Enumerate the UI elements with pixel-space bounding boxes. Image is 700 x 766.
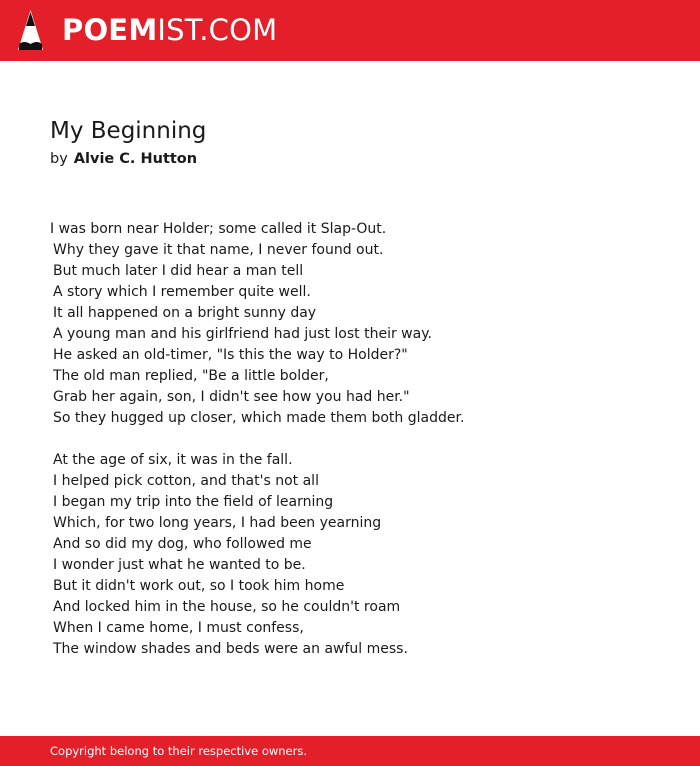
poem-line: The window shades and beds were an awful mess.: [53, 641, 408, 657]
copyright-notice: Copyright belong to their respective owners.: [50, 744, 308, 758]
brand-bold: POEM: [62, 13, 158, 47]
poem-line: Which, for two long years, I had been yearning: [53, 515, 382, 531]
poem-body: [50, 219, 670, 681]
poem-line: He asked an old-timer, "Is this the way to Holder?": [53, 347, 408, 363]
poem-line: A story which I remember quite well.: [53, 284, 311, 300]
site-logo-text[interactable]: [62, 10, 277, 50]
poem-line: I wonder just what he wanted to be.: [53, 557, 306, 573]
site-header: [0, 0, 700, 61]
stanza: [50, 450, 670, 660]
poem-line: And locked him in the house, so he couldn't roam: [53, 599, 401, 615]
poem-title: My Beginning: [50, 118, 207, 144]
poem-line: It all happened on a bright sunny day: [53, 305, 317, 321]
byline: [50, 149, 197, 169]
stanza: [50, 219, 670, 429]
poem-line: Why they gave it that name, I never found out.: [53, 242, 384, 258]
pencil-tip-icon[interactable]: [18, 10, 43, 52]
by-label: by: [50, 151, 68, 167]
author-name: Alvie C. Hutton: [73, 151, 198, 167]
brand-light: IST.COM: [157, 13, 278, 47]
poem-line: But it didn't work out, so I took him home: [53, 578, 345, 594]
poem-line: And so did my dog, who followed me: [53, 536, 312, 552]
poem-line: At the age of six, it was in the fall.: [53, 452, 293, 468]
poem-line: I began my trip into the field of learning: [53, 494, 334, 510]
poem-line: When I came home, I must confess,: [53, 620, 304, 636]
site-footer: [0, 736, 700, 766]
poem-line: I helped pick cotton, and that's not all: [53, 473, 319, 489]
poem-line: I was born near Holder; some called it Slap-Out.: [50, 221, 387, 237]
poem-line: But much later I did hear a man tell: [53, 263, 304, 279]
poem-line: So they hugged up closer, which made them both gladder.: [53, 410, 465, 426]
poem-line: Grab her again, son, I didn't see how you had her.": [53, 389, 410, 405]
poem-line: A young man and his girlfriend had just lost their way.: [53, 326, 432, 342]
poem-line: The old man replied, "Be a little bolder,: [53, 368, 329, 384]
